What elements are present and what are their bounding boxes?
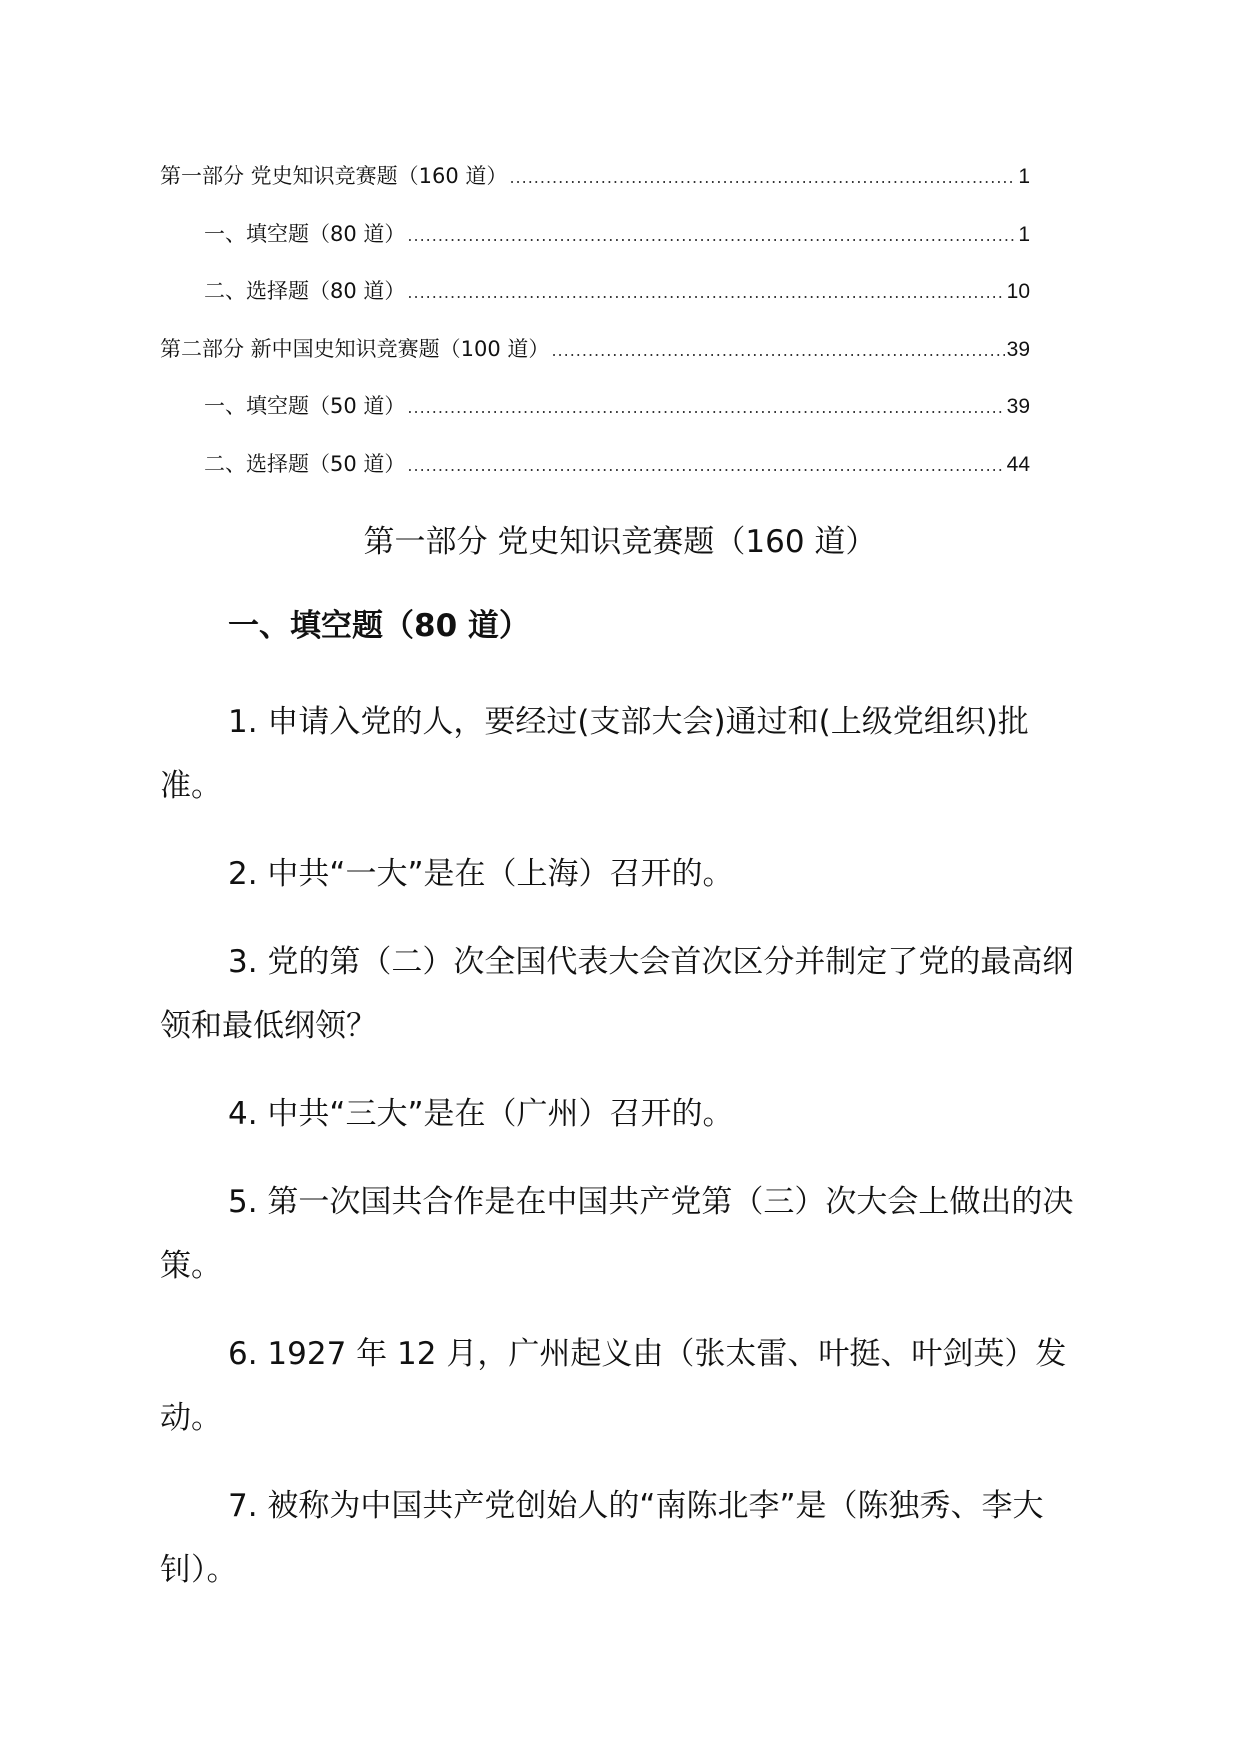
question-item: 4. 中共“三大”是在（广州）召开的。: [228, 1096, 734, 1132]
question-item: 7. 被称为中国共产党创始人的“南陈北李”是（陈独秀、李大钊）。: [160, 1488, 1044, 1588]
toc-entry-label: 二、选择题（80 道）: [204, 279, 406, 303]
toc-entry-label: 第二部分 新中国史知识竞赛题（100 道）: [160, 336, 550, 361]
question-item: 2. 中共“一大”是在（上海）召开的。: [228, 856, 734, 892]
toc-entry[interactable]: [160, 273, 1030, 331]
toc-dot-leader: [551, 333, 1004, 369]
toc-entry-label: 第一部分 党史知识竞赛题（160 道）: [160, 164, 508, 188]
toc-page-number: 44: [1006, 452, 1030, 476]
question-item: 6. 1927 年 12 月，广州起义由（张太雷、叶挺、叶剑英）发动。: [160, 1336, 1067, 1436]
toc-entry[interactable]: [160, 446, 1030, 504]
toc-dot-leader: [407, 448, 1004, 484]
toc-page-number: 1: [1018, 165, 1030, 188]
toc-dot-leader: [407, 275, 1004, 311]
question-item: 1. 申请入党的人，要经过(支部大会)通过和(上级党组织)批准。: [160, 704, 1029, 804]
toc-page-number: 39: [1006, 395, 1030, 418]
toc-entry[interactable]: [160, 388, 1030, 446]
section-heading: 一、填空题（80 道）: [228, 608, 530, 644]
toc-entry-label: 二、选择题（50 道）: [204, 451, 406, 476]
toc-dot-leader: [509, 160, 1016, 196]
toc-entry-label: 一、填空题（50 道）: [204, 394, 406, 418]
table-of-contents: [160, 158, 1030, 503]
toc-entry[interactable]: [160, 331, 1030, 389]
toc-entry[interactable]: [160, 216, 1030, 274]
toc-entry-label: 一、填空题（80 道）: [204, 221, 406, 246]
question-list: [160, 690, 1090, 1626]
part-title: 第一部分 党史知识竞赛题（160 道）: [363, 524, 877, 560]
toc-dot-leader: [407, 218, 1016, 254]
toc-page-number: 39: [1006, 337, 1030, 361]
question-item: 3. 党的第（二）次全国代表大会首次区分并制定了党的最高纲领和最低纲领？: [160, 944, 1074, 1044]
question-item: 5. 第一次国共合作是在中国共产党第（三）次大会上做出的决策。: [160, 1184, 1074, 1284]
toc-dot-leader: [407, 390, 1004, 426]
toc-page-number: 10: [1006, 280, 1030, 303]
toc-entry[interactable]: [160, 158, 1030, 216]
toc-page-number: 1: [1018, 222, 1030, 246]
